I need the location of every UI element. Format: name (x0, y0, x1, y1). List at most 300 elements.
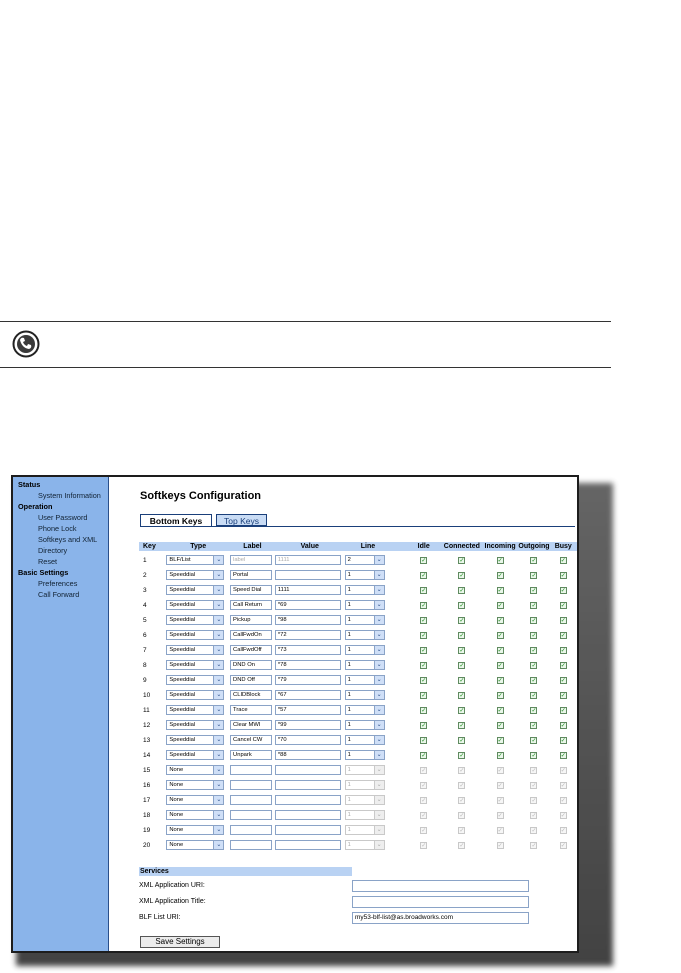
incoming-checkbox[interactable]: ✓ (497, 827, 503, 834)
xml-title-row (139, 896, 559, 908)
chevron-down-icon: ⌄ (213, 601, 223, 609)
outgoing-checkbox[interactable]: ✓ (531, 797, 537, 804)
outgoing-checkbox[interactable]: ✓ (531, 692, 537, 699)
web-ui-screenshot (11, 475, 579, 953)
connected-checkbox[interactable]: ✓ (459, 827, 465, 834)
outgoing-checkbox[interactable]: ✓ (531, 842, 537, 849)
line-select[interactable]: 2 ⌄ (345, 555, 385, 565)
type-select[interactable]: None ⌄ (166, 810, 224, 820)
type-select[interactable]: Speeddial ⌄ (166, 675, 224, 685)
chevron-down-icon: ⌄ (374, 586, 384, 594)
chevron-down-icon: ⌄ (213, 631, 223, 639)
outgoing-checkbox[interactable]: ✓ (531, 587, 537, 594)
xml-title-field[interactable] (352, 896, 529, 908)
value-input[interactable]: *72 (275, 630, 341, 640)
busy-checkbox[interactable]: ✓ (560, 737, 566, 744)
label-input[interactable]: Unpark (230, 750, 272, 760)
label-input[interactable]: Pickup (230, 615, 272, 625)
value-input[interactable]: *73 (275, 645, 341, 655)
table-row (139, 659, 577, 671)
busy-checkbox[interactable]: ✓ (560, 707, 566, 714)
table-row (139, 689, 577, 701)
key-number: 10 (143, 691, 151, 699)
chevron-down-icon: ⌄ (213, 766, 223, 774)
chevron-down-icon: ⌄ (213, 736, 223, 744)
line-select[interactable]: 1 ⌄ (345, 720, 385, 730)
connected-checkbox[interactable]: ✓ (459, 677, 465, 684)
type-select[interactable]: None ⌄ (166, 840, 224, 850)
key-number: 14 (143, 751, 151, 759)
idle-checkbox[interactable]: ✓ (421, 677, 427, 684)
type-select[interactable]: Speeddial ⌄ (166, 600, 224, 610)
chevron-down-icon: ⌄ (213, 796, 223, 804)
idle-checkbox[interactable]: ✓ (421, 767, 427, 774)
column-header: Key (139, 542, 166, 551)
xml-uri-label: XML Application URI: (139, 882, 205, 889)
value-input[interactable] (275, 810, 341, 820)
idle-checkbox[interactable]: ✓ (421, 812, 427, 819)
type-select[interactable]: Speeddial ⌄ (166, 750, 224, 760)
label-input[interactable]: CallFwdOn (230, 630, 272, 640)
chevron-down-icon: ⌄ (213, 646, 223, 654)
value-input[interactable] (275, 840, 341, 850)
label-input[interactable] (230, 840, 272, 850)
table-header (139, 542, 577, 551)
value-input[interactable]: *57 (275, 705, 341, 715)
line-select[interactable]: 1 ⌄ (345, 615, 385, 625)
tab-underline (140, 526, 575, 527)
table-row (139, 764, 577, 776)
chevron-down-icon: ⌄ (374, 826, 384, 834)
incoming-checkbox[interactable]: ✓ (497, 647, 503, 654)
connected-checkbox[interactable]: ✓ (459, 587, 465, 594)
column-header: Line (345, 542, 392, 551)
outgoing-checkbox[interactable]: ✓ (531, 572, 537, 579)
connected-checkbox[interactable]: ✓ (459, 572, 465, 579)
line-select[interactable]: 1 ⌄ (345, 690, 385, 700)
incoming-checkbox[interactable]: ✓ (497, 677, 503, 684)
idle-checkbox[interactable]: ✓ (421, 662, 427, 669)
label-input[interactable]: Clear MWI (230, 720, 272, 730)
type-select[interactable]: Speeddial ⌄ (166, 735, 224, 745)
type-select[interactable]: None ⌄ (166, 780, 224, 790)
table-row (139, 674, 577, 686)
incoming-checkbox[interactable]: ✓ (497, 767, 503, 774)
idle-checkbox[interactable]: ✓ (421, 572, 427, 579)
sidebar-item[interactable]: Directory (38, 546, 68, 555)
line-select[interactable]: 1 ⌄ (345, 645, 385, 655)
key-number: 16 (143, 781, 151, 789)
key-number: 9 (143, 676, 147, 684)
busy-checkbox[interactable]: ✓ (560, 557, 566, 564)
chevron-down-icon: ⌄ (374, 781, 384, 789)
column-header: Busy (550, 542, 577, 551)
blf-list-field[interactable]: my53-blf-list@as.broadworks.com (352, 912, 529, 924)
outgoing-checkbox[interactable]: ✓ (531, 752, 537, 759)
outgoing-checkbox[interactable]: ✓ (531, 767, 537, 774)
incoming-checkbox[interactable]: ✓ (497, 662, 503, 669)
key-number: 6 (143, 631, 147, 639)
busy-checkbox[interactable]: ✓ (560, 722, 566, 729)
key-number: 3 (143, 586, 147, 594)
busy-checkbox[interactable]: ✓ (560, 632, 566, 639)
type-select[interactable]: BLF/List ⌄ (166, 555, 224, 565)
key-number: 20 (143, 841, 151, 849)
xml-uri-field[interactable] (352, 880, 529, 892)
outgoing-checkbox[interactable]: ✓ (531, 677, 537, 684)
column-header: Incoming (482, 542, 519, 551)
busy-checkbox[interactable]: ✓ (560, 647, 566, 654)
line-select[interactable]: 1 ⌄ (345, 780, 385, 790)
incoming-checkbox[interactable]: ✓ (497, 692, 503, 699)
key-number: 12 (143, 721, 151, 729)
blf-list-row (139, 912, 559, 924)
idle-checkbox[interactable]: ✓ (421, 602, 427, 609)
chevron-down-icon: ⌄ (213, 616, 223, 624)
outgoing-checkbox[interactable]: ✓ (531, 557, 537, 564)
chevron-down-icon: ⌄ (213, 841, 223, 849)
connected-checkbox[interactable]: ✓ (459, 842, 465, 849)
outgoing-checkbox[interactable]: ✓ (531, 602, 537, 609)
key-number: 5 (143, 616, 147, 624)
chevron-down-icon: ⌄ (213, 751, 223, 759)
idle-checkbox[interactable]: ✓ (421, 557, 427, 564)
idle-checkbox[interactable]: ✓ (421, 707, 427, 714)
busy-checkbox[interactable]: ✓ (560, 692, 566, 699)
line-select[interactable]: 1 ⌄ (345, 660, 385, 670)
label-input[interactable]: Trace (230, 705, 272, 715)
busy-checkbox[interactable]: ✓ (560, 662, 566, 669)
chevron-down-icon: ⌄ (374, 811, 384, 819)
chevron-down-icon: ⌄ (374, 676, 384, 684)
connected-checkbox[interactable]: ✓ (459, 752, 465, 759)
label-input[interactable] (230, 765, 272, 775)
idle-checkbox[interactable]: ✓ (421, 797, 427, 804)
connected-checkbox[interactable]: ✓ (459, 557, 465, 564)
line-select[interactable]: 1 ⌄ (345, 585, 385, 595)
value-input[interactable]: 1111 (275, 585, 341, 595)
chevron-down-icon: ⌄ (374, 556, 384, 564)
line-select[interactable]: 1 ⌄ (345, 765, 385, 775)
value-input[interactable]: *98 (275, 615, 341, 625)
busy-checkbox[interactable]: ✓ (560, 842, 566, 849)
chevron-down-icon: ⌄ (374, 616, 384, 624)
chevron-down-icon: ⌄ (374, 721, 384, 729)
type-select[interactable]: Speeddial ⌄ (166, 570, 224, 580)
key-number: 11 (143, 706, 150, 714)
chevron-down-icon: ⌄ (213, 661, 223, 669)
chevron-down-icon: ⌄ (213, 811, 223, 819)
outgoing-checkbox[interactable]: ✓ (531, 632, 537, 639)
idle-checkbox[interactable]: ✓ (421, 827, 427, 834)
incoming-checkbox[interactable]: ✓ (497, 737, 503, 744)
idle-checkbox[interactable]: ✓ (421, 722, 427, 729)
sidebar-item[interactable]: Phone Lock (38, 524, 77, 533)
outgoing-checkbox[interactable]: ✓ (531, 617, 537, 624)
connected-checkbox[interactable]: ✓ (459, 692, 465, 699)
value-input[interactable]: *70 (275, 735, 341, 745)
value-input[interactable] (275, 570, 341, 580)
table-row (139, 809, 577, 821)
connected-checkbox[interactable]: ✓ (459, 602, 465, 609)
sidebar-nav (13, 477, 109, 951)
table-row (139, 569, 577, 581)
column-header: Connected (443, 543, 480, 550)
outgoing-checkbox[interactable]: ✓ (531, 737, 537, 744)
column-header: Idle (405, 542, 442, 551)
busy-checkbox[interactable]: ✓ (560, 677, 566, 684)
sidebar-heading: Operation (18, 502, 53, 511)
label-input[interactable] (230, 780, 272, 790)
softkeys-table (139, 539, 577, 854)
key-number: 4 (143, 601, 147, 609)
chevron-down-icon: ⌄ (213, 571, 223, 579)
type-select[interactable]: Speeddial ⌄ (166, 660, 224, 670)
connected-checkbox[interactable]: ✓ (459, 812, 465, 819)
line-select[interactable]: 1 ⌄ (345, 795, 385, 805)
label-input[interactable]: CLIDBlock (230, 690, 272, 700)
idle-checkbox[interactable]: ✓ (421, 617, 427, 624)
chevron-down-icon: ⌄ (213, 676, 223, 684)
line-select[interactable]: 1 ⌄ (345, 735, 385, 745)
connected-checkbox[interactable]: ✓ (459, 797, 465, 804)
label-input[interactable]: label (230, 555, 272, 565)
chevron-down-icon: ⌄ (374, 766, 384, 774)
type-select[interactable]: None ⌄ (166, 795, 224, 805)
type-select[interactable]: Speeddial ⌄ (166, 705, 224, 715)
busy-checkbox[interactable]: ✓ (560, 602, 566, 609)
chevron-down-icon: ⌄ (374, 661, 384, 669)
chevron-down-icon: ⌄ (213, 706, 223, 714)
chevron-down-icon: ⌄ (213, 691, 223, 699)
chevron-down-icon: ⌄ (374, 646, 384, 654)
connected-checkbox[interactable]: ✓ (459, 737, 465, 744)
incoming-checkbox[interactable]: ✓ (497, 782, 503, 789)
table-row (139, 629, 577, 641)
label-input[interactable]: CallFwdOff (230, 645, 272, 655)
sidebar-item[interactable]: System Information (38, 491, 101, 500)
sidebar-item[interactable]: Softkeys and XML (38, 535, 98, 544)
key-number: 17 (143, 796, 151, 804)
table-row (139, 719, 577, 731)
table-row (139, 599, 577, 611)
incoming-checkbox[interactable]: ✓ (497, 587, 503, 594)
value-input[interactable]: *69 (275, 600, 341, 610)
incoming-checkbox[interactable]: ✓ (497, 752, 503, 759)
value-input[interactable] (275, 765, 341, 775)
type-select[interactable]: Speeddial ⌄ (166, 630, 224, 640)
xml-title-label: XML Application Title: (139, 898, 206, 905)
value-input[interactable]: *99 (275, 720, 341, 730)
value-input[interactable] (275, 795, 341, 805)
label-input[interactable]: Cancel CW (230, 735, 272, 745)
table-row (139, 584, 577, 596)
incoming-checkbox[interactable]: ✓ (497, 722, 503, 729)
label-input[interactable] (230, 810, 272, 820)
type-select[interactable]: Speeddial ⌄ (166, 615, 224, 625)
line-select[interactable]: 1 ⌄ (345, 570, 385, 580)
key-number: 18 (143, 811, 151, 819)
tab-bottom-keys[interactable]: Bottom Keys (140, 514, 212, 527)
incoming-checkbox[interactable]: ✓ (497, 812, 503, 819)
busy-checkbox[interactable]: ✓ (560, 572, 566, 579)
table-row (139, 839, 577, 851)
chevron-down-icon: ⌄ (374, 691, 384, 699)
type-select[interactable]: Speeddial ⌄ (166, 720, 224, 730)
incoming-checkbox[interactable]: ✓ (497, 842, 503, 849)
outgoing-checkbox[interactable]: ✓ (531, 782, 537, 789)
type-select[interactable]: None ⌄ (166, 825, 224, 835)
outgoing-checkbox[interactable]: ✓ (531, 707, 537, 714)
key-number: 7 (143, 646, 147, 654)
label-input[interactable] (230, 825, 272, 835)
chevron-down-icon: ⌄ (213, 586, 223, 594)
busy-checkbox[interactable]: ✓ (560, 797, 566, 804)
type-select[interactable]: None ⌄ (166, 765, 224, 775)
key-number: 19 (143, 826, 151, 834)
line-select[interactable]: 1 ⌄ (345, 675, 385, 685)
outgoing-checkbox[interactable]: ✓ (531, 647, 537, 654)
table-row (139, 779, 577, 791)
incoming-checkbox[interactable]: ✓ (497, 617, 503, 624)
line-select[interactable]: 1 ⌄ (345, 630, 385, 640)
busy-checkbox[interactable]: ✓ (560, 752, 566, 759)
connected-checkbox[interactable]: ✓ (459, 617, 465, 624)
line-select[interactable]: 1 ⌄ (345, 750, 385, 760)
chevron-down-icon: ⌄ (374, 736, 384, 744)
top-divider (0, 321, 611, 322)
chevron-down-icon: ⌄ (213, 781, 223, 789)
line-select[interactable]: 1 ⌄ (345, 600, 385, 610)
busy-checkbox[interactable]: ✓ (560, 587, 566, 594)
key-number: 8 (143, 661, 147, 669)
bottom-divider (0, 367, 611, 368)
incoming-checkbox[interactable]: ✓ (497, 572, 503, 579)
chevron-down-icon: ⌄ (374, 631, 384, 639)
connected-checkbox[interactable]: ✓ (459, 632, 465, 639)
busy-checkbox[interactable]: ✓ (560, 617, 566, 624)
line-select[interactable]: 1 ⌄ (345, 825, 385, 835)
value-input[interactable]: *67 (275, 690, 341, 700)
save-settings-button[interactable]: Save Settings (140, 936, 220, 948)
chevron-down-icon: ⌄ (374, 571, 384, 579)
idle-checkbox[interactable]: ✓ (421, 587, 427, 594)
table-row (139, 644, 577, 656)
incoming-checkbox[interactable]: ✓ (497, 797, 503, 804)
table-row (139, 794, 577, 806)
idle-checkbox[interactable]: ✓ (421, 692, 427, 699)
sidebar-item[interactable]: Call Forward (38, 590, 80, 599)
value-input[interactable]: 1111 (275, 555, 341, 565)
label-input[interactable]: Portal (230, 570, 272, 580)
connected-checkbox[interactable]: ✓ (459, 767, 465, 774)
sidebar-heading: Basic Settings (18, 568, 69, 577)
value-input[interactable] (275, 825, 341, 835)
type-select[interactable]: Speeddial ⌄ (166, 585, 224, 595)
idle-checkbox[interactable]: ✓ (421, 752, 427, 759)
key-number: 2 (143, 571, 147, 579)
sidebar-item[interactable]: User Password (38, 513, 88, 522)
value-input[interactable]: *78 (275, 660, 341, 670)
label-input[interactable]: DND On (230, 660, 272, 670)
connected-checkbox[interactable]: ✓ (459, 662, 465, 669)
idle-checkbox[interactable]: ✓ (421, 842, 427, 849)
sidebar-item[interactable]: Preferences (38, 579, 78, 588)
incoming-checkbox[interactable]: ✓ (497, 602, 503, 609)
chevron-down-icon: ⌄ (374, 706, 384, 714)
tab-top-keys[interactable]: Top Keys (216, 514, 267, 526)
column-header: Value (275, 542, 345, 551)
busy-checkbox[interactable]: ✓ (560, 767, 566, 774)
phone-note-icon (12, 330, 40, 358)
type-select[interactable]: Speeddial ⌄ (166, 690, 224, 700)
incoming-checkbox[interactable]: ✓ (497, 557, 503, 564)
line-select[interactable]: 1 ⌄ (345, 810, 385, 820)
main-content (109, 477, 577, 951)
table-row (139, 734, 577, 746)
label-input[interactable]: Speed Dial (230, 585, 272, 595)
outgoing-checkbox[interactable]: ✓ (531, 812, 537, 819)
value-input[interactable]: *79 (275, 675, 341, 685)
outgoing-checkbox[interactable]: ✓ (531, 827, 537, 834)
sidebar-heading: Status (18, 480, 41, 489)
column-header: Outgoing (518, 543, 550, 550)
connected-checkbox[interactable]: ✓ (459, 722, 465, 729)
chevron-down-icon: ⌄ (374, 601, 384, 609)
column-spacer (391, 542, 405, 551)
value-input[interactable]: *88 (275, 750, 341, 760)
chevron-down-icon: ⌄ (374, 841, 384, 849)
column-header: Label (230, 542, 275, 551)
idle-checkbox[interactable]: ✓ (421, 647, 427, 654)
chevron-down-icon: ⌄ (213, 721, 223, 729)
line-select[interactable]: 1 ⌄ (345, 840, 385, 850)
table-row (139, 824, 577, 836)
chevron-down-icon: ⌄ (213, 556, 223, 564)
outgoing-checkbox[interactable]: ✓ (531, 662, 537, 669)
label-input[interactable] (230, 795, 272, 805)
type-select[interactable]: Speeddial ⌄ (166, 645, 224, 655)
chevron-down-icon: ⌄ (374, 796, 384, 804)
table-row (139, 614, 577, 626)
busy-checkbox[interactable]: ✓ (560, 812, 566, 819)
busy-checkbox[interactable]: ✓ (560, 782, 566, 789)
label-input[interactable]: DND Off (230, 675, 272, 685)
idle-checkbox[interactable]: ✓ (421, 632, 427, 639)
line-select[interactable]: 1 ⌄ (345, 705, 385, 715)
connected-checkbox[interactable]: ✓ (459, 782, 465, 789)
sidebar-item[interactable]: Reset (38, 557, 58, 566)
connected-checkbox[interactable]: ✓ (459, 647, 465, 654)
value-input[interactable] (275, 780, 341, 790)
chevron-down-icon: ⌄ (213, 826, 223, 834)
services-section (139, 867, 453, 921)
incoming-checkbox[interactable]: ✓ (497, 707, 503, 714)
incoming-checkbox[interactable]: ✓ (497, 632, 503, 639)
label-input[interactable]: Call Return (230, 600, 272, 610)
page-title: Softkeys Configuration (140, 490, 262, 502)
table-row (139, 704, 577, 716)
outgoing-checkbox[interactable]: ✓ (531, 722, 537, 729)
idle-checkbox[interactable]: ✓ (421, 737, 427, 744)
column-header: Type (166, 542, 230, 551)
key-number: 13 (143, 736, 151, 744)
xml-uri-row (139, 880, 559, 892)
idle-checkbox[interactable]: ✓ (421, 782, 427, 789)
connected-checkbox[interactable]: ✓ (459, 707, 465, 714)
busy-checkbox[interactable]: ✓ (560, 827, 566, 834)
table-row (139, 749, 577, 761)
